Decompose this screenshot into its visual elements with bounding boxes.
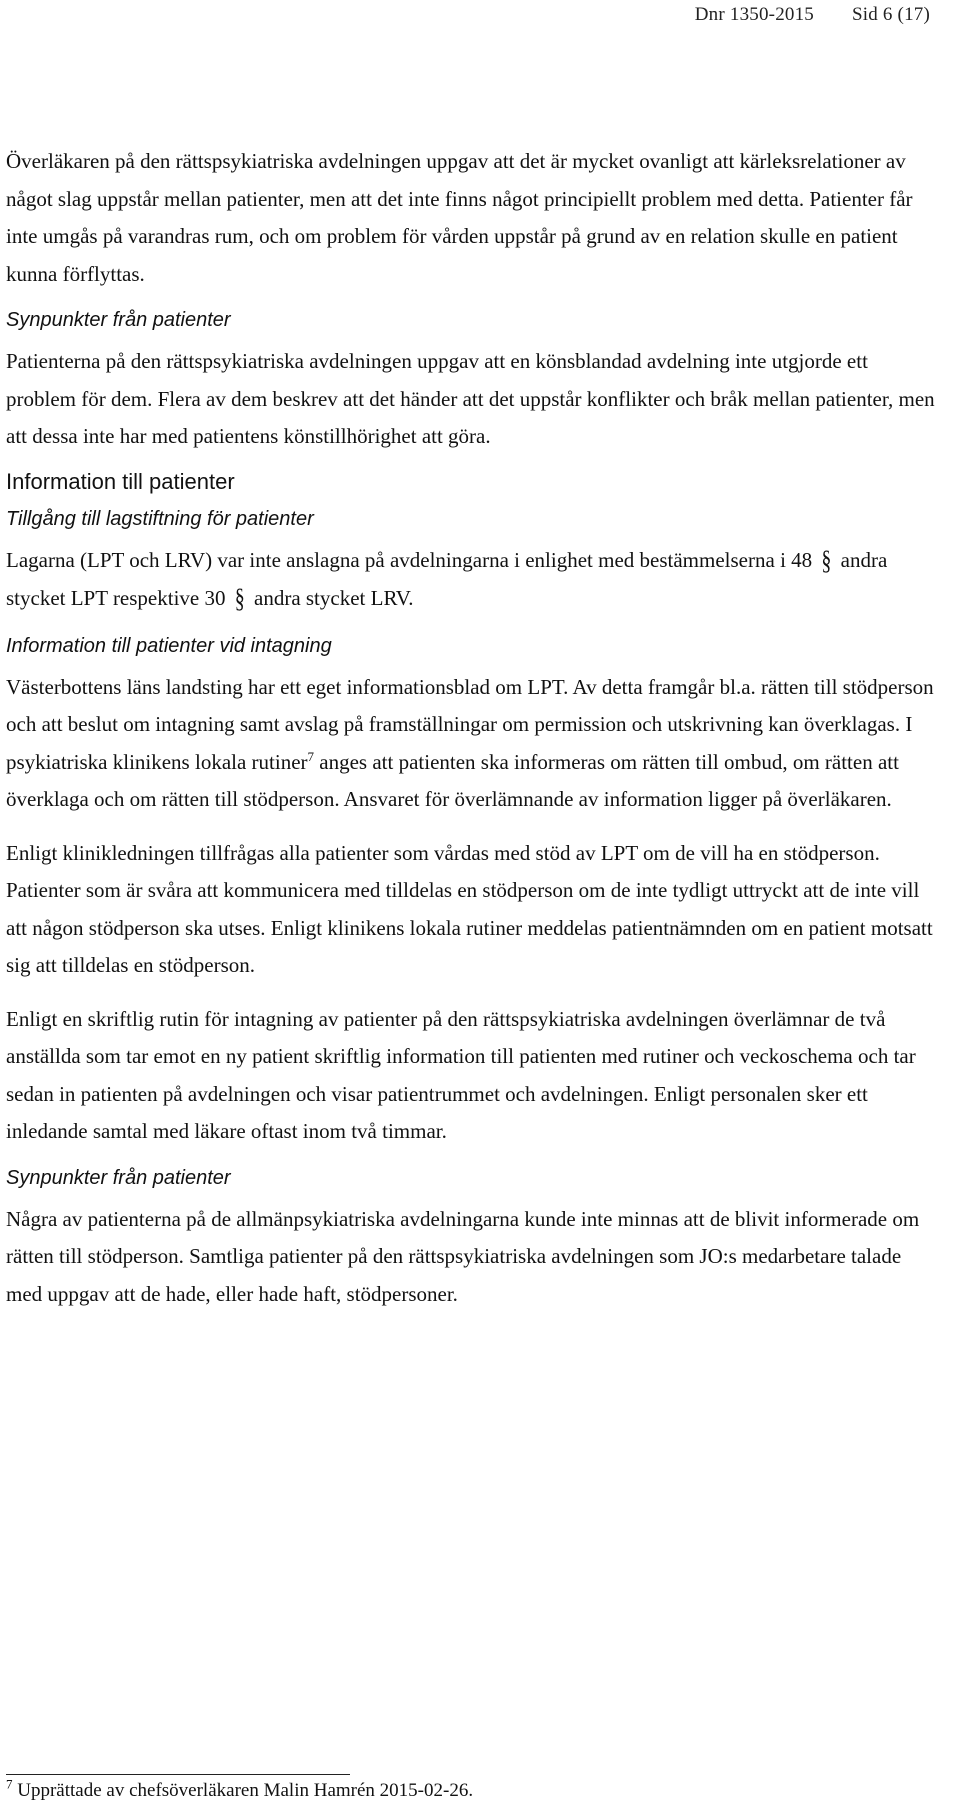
document-number: Dnr 1350-2015 (694, 4, 814, 25)
paragraph-lagarna-part2: andra stycket LPT respektive 30 (6, 547, 888, 610)
footnote-divider (6, 1774, 350, 1775)
heading-tillgang-lagstiftning: Tillgång till lagstiftning för patienter (6, 507, 314, 530)
footnote (6, 1776, 474, 1802)
paragraph-lagarna (6, 542, 936, 619)
paragraph-vasterbotten-part1: Västerbottens läns landsting har ett eget informationsblad om LPT. Av detta framgår bl.a. rätten till stödperson och att beslut om intagning samt avslag på framställningar om permission och utskrivning kan överklagas. I psykiatriska klinikens lokala rutiner (6, 674, 934, 774)
paragraph-overlakare: Överläkaren på den rättspsykiatriska avdelningen uppgav att det är mycket ovanligt att kärleksrelationer av något slag uppstår mellan patienter, men att det inte finns något principiellt problem med detta. Patienter får inte umgås på varandras rum, och om problem för vården uppstår på grund av en relation skulle en patient kunna förflyttas. (6, 149, 913, 286)
paragraph-nagra-patienter: Några av patienterna på de allmänpsykiatriska avdelningarna kunde inte minnas att de blivit informerade om rätten till stödperson. Samtliga patienter på den rättspsykiatriska avdelningen som JO:s medarbetare talade med uppgav att de hade, eller hade haft, stödpersoner. (6, 1206, 920, 1306)
section-sign-1: § (821, 545, 832, 576)
section-sign-2: § (234, 583, 245, 614)
footnote-number: 7 (6, 1776, 13, 1792)
paragraph-vasterbotten (6, 669, 936, 819)
heading-synpunkter-1: Synpunkter från patienter (6, 309, 231, 331)
footnote-text: Upprättade av chefsöverläkaren Malin Hamrén 2015-02-26. (17, 1780, 474, 1801)
heading-information-intagning: Information till patienter vid intagning (6, 634, 332, 657)
paragraph-patienter-rattspsyk: Patienterna på den rättspsykiatriska avdelningen uppgav att en könsblandad avdelning inte utgjorde ett problem för dem. Flera av dem beskrev att det händer att det uppstår konflikter och bråk mellan patienter, men att dessa inte har med patientens könstillhörighet att göra. (6, 349, 935, 448)
paragraph-lagarna-part3: andra stycket LRV. (254, 586, 414, 610)
paragraph-lagarna-part1: Lagarna (LPT och LRV) var inte anslagna på avdelningarna i enlighet med bestämmelserna i 48 (6, 547, 813, 572)
page-number: Sid 6 (17) (852, 4, 930, 25)
paragraph-skriftlig-rutin: Enligt en skriftlig rutin för intagning av patienter på den rättspsykiatriska avdelningen överlämnar de två anställda som tar emot en ny patient skriftlig information till patienten med rutiner och veckoschema och tar sedan in patienten på avdelningen och visar patientrummet och avdelningen. Enligt personalen sker ett inledande samtal med läkare oftast inom två timmar. (6, 1006, 916, 1143)
document-body (6, 143, 936, 1313)
page-header (695, 4, 930, 26)
footnote-reference: 7 (307, 748, 315, 764)
paragraph-vasterbotten-part2: anges att patienten ska informeras om rätten till ombud, om rätten att överklaga och om rätten till stödperson. Ansvaret för överlämnande av information ligger på överläkaren. (6, 749, 899, 811)
heading-synpunkter-2: Synpunkter från patienter (6, 1166, 231, 1189)
section-heading-information: Information till patienter (6, 468, 235, 494)
paragraph-klinikledningen: Enligt klinikledningen tillfrågas alla patienter som vårdas med stöd av LPT om de vill ha en stödperson. Patienter som är svåra att kommunicera med tilldelas en stödperson om de inte tydligt uttryckt att de inte vill att någon stödperson ska utses. Enligt klinikens lokala rutiner meddelas patientnämnden om en patient motsatt sig att tilldelas en stödperson. (6, 840, 933, 977)
